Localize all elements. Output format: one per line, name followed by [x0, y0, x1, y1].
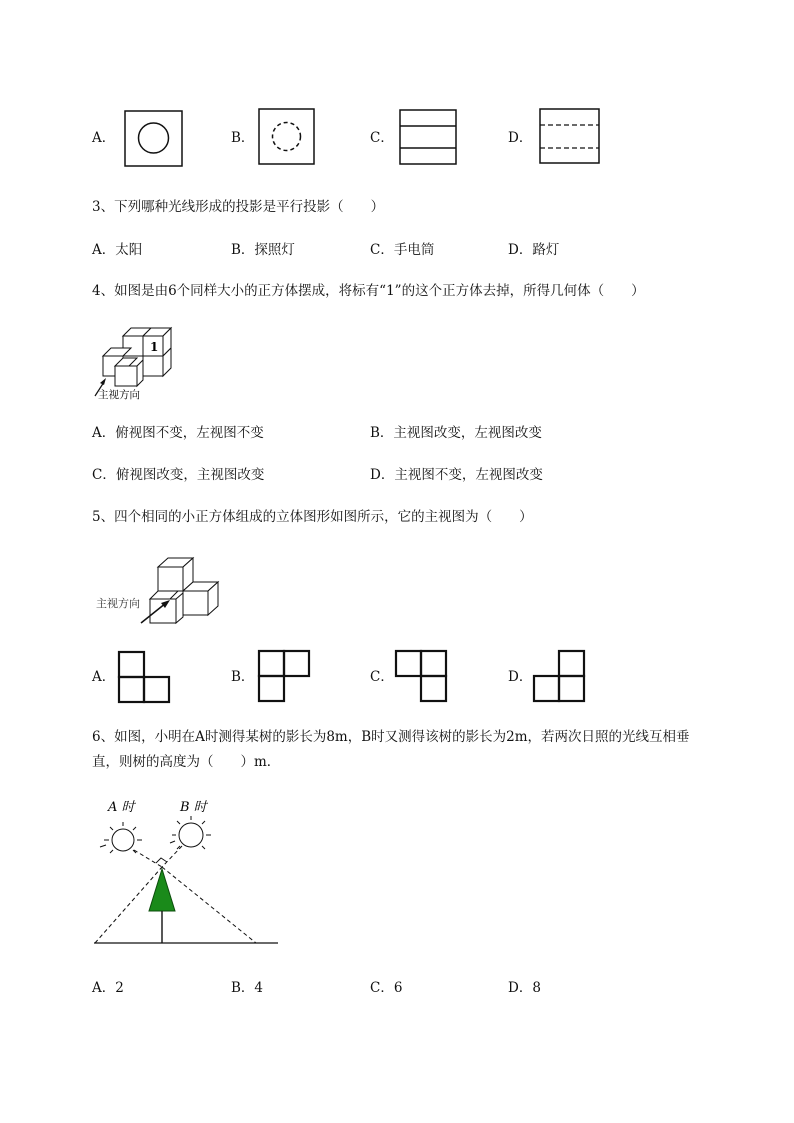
- q6-sun-a-icon: [100, 822, 142, 853]
- q6-stem-line1: 6、如图，小明在A时测得某树的影长为8m，B时又测得该树的影长为2m，若两次日照的光线互相垂: [92, 729, 690, 745]
- q2-c-rect: [400, 110, 456, 164]
- q4-option-a: A．俯视图不变，左视图不变: [92, 425, 264, 441]
- q2-option-a-label: A．: [92, 130, 116, 146]
- q2-d-rect: [540, 109, 599, 163]
- q4-option-d: D．主视图不变，左视图改变: [370, 467, 543, 483]
- q2-b-square: [259, 109, 314, 164]
- q5-option-b-label: B．: [231, 669, 255, 685]
- q4-cube-number: 1: [150, 340, 159, 354]
- q2-option-b-figure: [258, 108, 316, 166]
- q2-option-c-figure: [399, 109, 458, 166]
- q6-tree-crown: [149, 869, 175, 911]
- q5-option-c-figure: [394, 649, 448, 703]
- q5-option-b-figure: [257, 649, 311, 703]
- q4-cube-lower-mid: [143, 356, 163, 376]
- q6-option-c: C．6: [370, 980, 403, 996]
- q3-option-b: B．探照灯: [231, 242, 295, 258]
- q6-option-d: D．8: [508, 980, 541, 996]
- q3-stem: 3、下列哪种光线形成的投影是平行投影（ ）: [92, 199, 385, 215]
- q2-option-c-label: C．: [370, 130, 394, 146]
- q4-cube-figure: [92, 322, 182, 402]
- q4-arrow-head: [100, 378, 106, 385]
- q5-option-d-label: D．: [508, 669, 533, 685]
- q2-option-d-label: D．: [508, 130, 533, 146]
- q6-right-angle-mark: [156, 858, 167, 863]
- q6-ray-b-sun: [162, 846, 182, 867]
- q2-option-a-figure: [124, 110, 184, 168]
- q6-tree-figure: [90, 795, 282, 950]
- q5-right-cube-front: [183, 591, 208, 615]
- q4-stem: 4、如图是由6个同样大小的正方体摆成，将标有“1”的这个正方体去掉，所得几何体（ ）: [92, 283, 645, 299]
- q5-top-cube-front: [158, 567, 183, 591]
- q4-cube-front: [115, 366, 137, 386]
- q6-option-b: B．4: [231, 980, 264, 996]
- q6-sun-b-icon: [170, 816, 211, 849]
- q6-ray-a-sun: [134, 850, 162, 867]
- q5-front-cube-side: [176, 593, 183, 623]
- q5-option-d-figure: [532, 649, 586, 703]
- q5-option-a-figure: [117, 650, 171, 704]
- q2-option-d-figure: [539, 108, 601, 165]
- q2-b-dashed-circle: [273, 123, 301, 151]
- q2-a-circle: [139, 123, 169, 153]
- q3-option-a: A．太阳: [92, 242, 143, 258]
- q5-caption: 主视方向: [96, 597, 140, 610]
- q4-option-b: B．主视图改变，左视图改变: [370, 425, 542, 441]
- q6-label-b: B 时: [180, 800, 207, 815]
- q6-option-a: A．2: [92, 980, 124, 996]
- q2-a-square: [125, 111, 182, 166]
- q5-stem: 5、四个相同的小正方体组成的立体图形如图所示，它的主视图为（ ）: [92, 509, 533, 525]
- q6-ray-b-shadow: [162, 867, 256, 943]
- q3-option-c: C．手电筒: [370, 242, 435, 258]
- q5-option-a-label: A．: [92, 669, 116, 685]
- q6-stem-line2: 直，则树的高度为（ ）m．: [92, 754, 281, 770]
- q3-option-d: D．路灯: [508, 242, 560, 258]
- q6-label-a: A 时: [108, 800, 135, 815]
- q5-cube-figure: [92, 555, 242, 627]
- q5-option-c-label: C．: [370, 669, 394, 685]
- q4-caption: 主视方向: [98, 389, 140, 401]
- q2-option-b-label: B．: [231, 130, 255, 146]
- q4-option-c: C．俯视图改变，主视图改变: [92, 467, 265, 483]
